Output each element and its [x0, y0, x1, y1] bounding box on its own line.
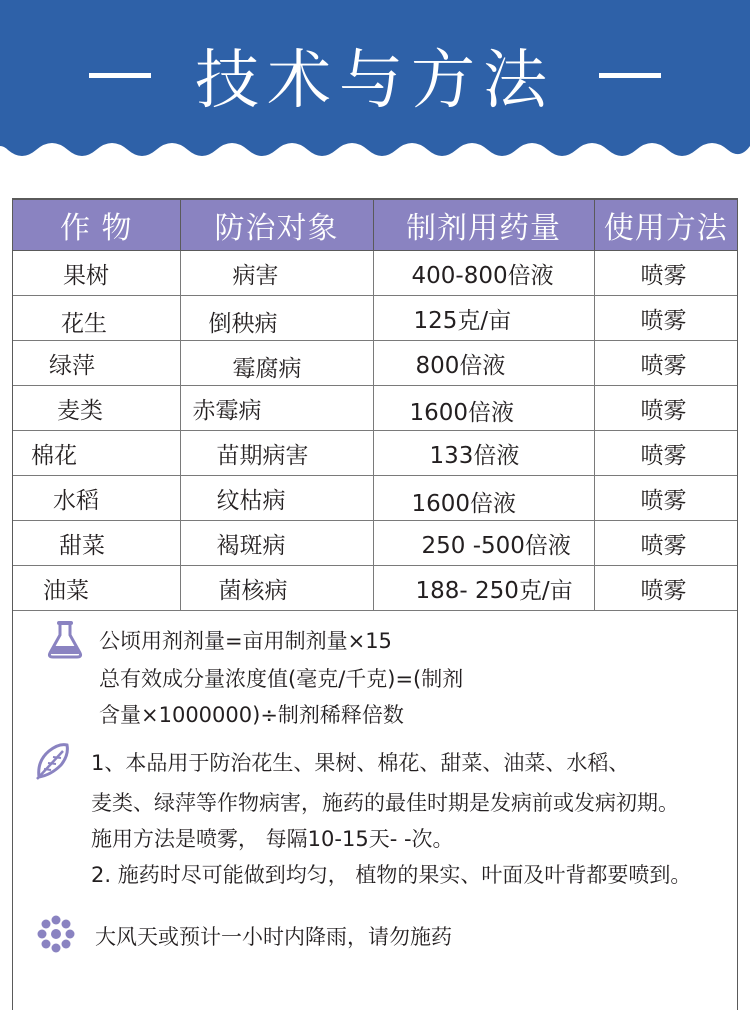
cell-crop: 花生	[61, 310, 107, 337]
cell-crop: 水稻	[53, 487, 99, 514]
column-header-dosage: 制剂用药量	[373, 200, 594, 251]
cell-dosage: 800倍液	[415, 352, 506, 379]
cell-method: 喷雾	[640, 532, 687, 559]
usage-line: 麦类、绿萍等作物病害，施药的最佳时期是发病前或发病初期。	[91, 791, 679, 815]
cell-method: 喷雾	[640, 487, 687, 514]
warning-line: 大风天或预计一小时内降雨，请勿施药	[95, 925, 452, 949]
cell-method: 喷雾	[640, 352, 687, 379]
table-row	[13, 341, 737, 386]
dosage-table	[13, 199, 737, 611]
usage-line: 施用方法是喷雾， 每隔10-15天- -次。	[91, 827, 454, 851]
cell-method: 喷雾	[640, 307, 687, 334]
cell-crop: 果树	[63, 262, 109, 289]
cell-target: 倒秧病	[208, 310, 278, 337]
cell-dosage: 1600倍液	[409, 399, 515, 426]
cell-target: 赤霉病	[192, 397, 262, 424]
cell-method: 喷雾	[640, 262, 687, 289]
section-title-row	[0, 20, 750, 130]
cell-target: 纹枯病	[216, 487, 286, 514]
cell-crop: 油菜	[43, 577, 89, 604]
flask-icon	[47, 619, 83, 659]
feather-icon	[33, 741, 71, 781]
cell-target: 病害	[232, 262, 279, 289]
cell-crop: 甜菜	[59, 532, 105, 559]
cell-dosage: 400-800倍液	[411, 262, 554, 289]
cell-dosage: 188- 250克/亩	[415, 577, 573, 604]
column-header-method: 使用方法	[594, 200, 737, 251]
formula-line: 公顷用剂剂量=亩用制剂量×15	[99, 629, 392, 653]
table-row	[13, 296, 737, 341]
formula-line: 总有效成分量浓度值(毫克/千克)=(制剂	[99, 667, 464, 691]
cell-dosage: 125克/亩	[413, 307, 512, 334]
cell-method: 喷雾	[640, 577, 687, 604]
table-row	[13, 431, 737, 476]
cell-dosage: 250 -500倍液	[421, 532, 571, 559]
cell-crop: 绿萍	[49, 352, 95, 379]
table-row	[13, 521, 737, 566]
cell-crop: 麦类	[57, 397, 103, 424]
table-row	[13, 251, 737, 296]
cell-method: 喷雾	[640, 397, 687, 424]
cell-target: 褐斑病	[216, 532, 286, 559]
cell-method: 喷雾	[640, 442, 687, 469]
usage-line: 2. 施药时尽可能做到均匀， 植物的果实、叶面及叶背都要喷到。	[91, 863, 692, 887]
column-header-target: 防治对象	[180, 200, 373, 251]
cell-crop: 棉花	[31, 442, 77, 469]
column-header-crop: 作 物	[13, 200, 180, 251]
content-panel	[12, 198, 738, 1010]
usage-line: 1、本品用于防治花生、果树、棉花、甜菜、油菜、水稻、	[91, 751, 630, 775]
cell-dosage: 133倍液	[429, 442, 520, 469]
table-row	[13, 566, 737, 611]
title-dash-left	[89, 73, 151, 78]
table-row	[13, 386, 737, 431]
formula-line: 含量×1000000)÷制剂稀释倍数	[99, 703, 404, 727]
page-title: 技术与方法	[195, 44, 555, 118]
table-row	[13, 476, 737, 521]
cell-target: 苗期病害	[216, 442, 309, 469]
title-dash-right	[599, 73, 661, 78]
cell-dosage: 1600倍液	[411, 490, 517, 517]
flower-icon	[37, 915, 75, 953]
table-header-row	[13, 200, 737, 251]
header-banner	[0, 0, 750, 170]
cell-target: 菌核病	[218, 577, 288, 604]
cell-target: 霉腐病	[232, 355, 302, 382]
